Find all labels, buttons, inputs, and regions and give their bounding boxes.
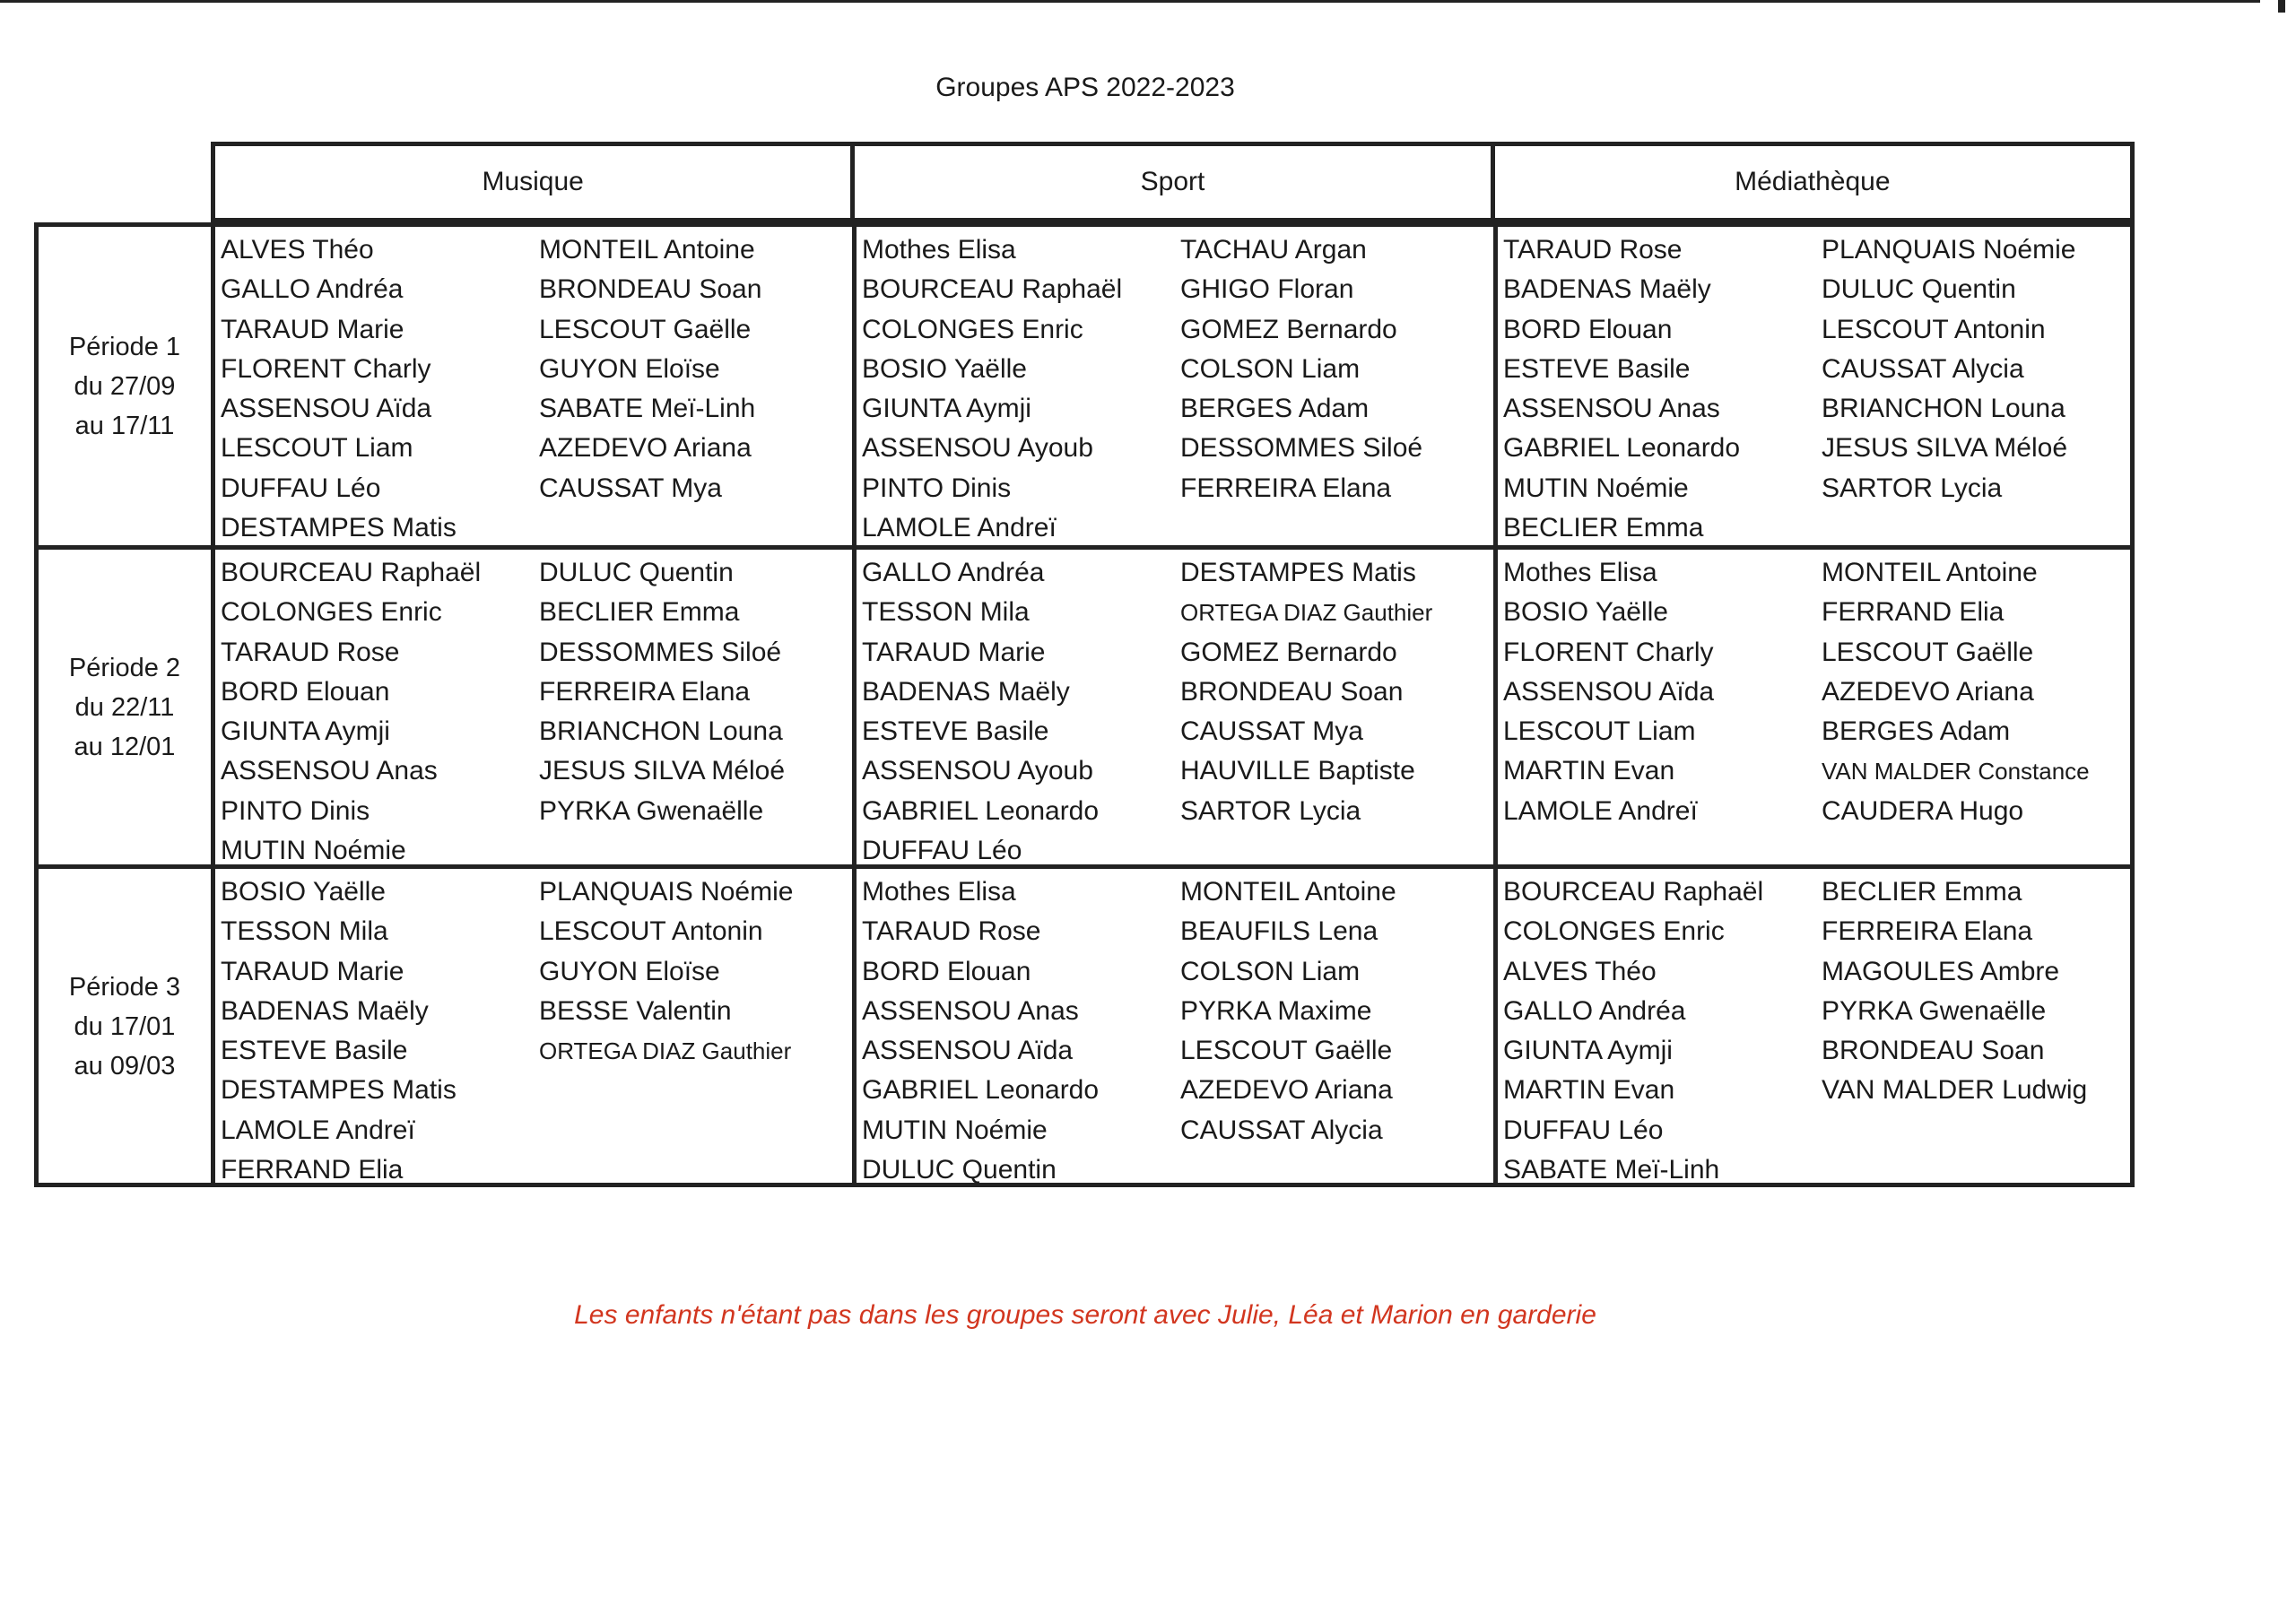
student-name: MARTIN Evan: [1503, 756, 1675, 786]
student-name: DUFFAU Léo: [862, 836, 1022, 866]
group-cell-sport: [857, 869, 1498, 1184]
header-sport: Sport: [850, 146, 1490, 218]
name-column: [1180, 553, 1499, 864]
student-name: MUTIN Noémie: [221, 836, 406, 866]
student-name: LESCOUT Antonin: [539, 916, 763, 947]
name-column: [1822, 230, 2140, 545]
student-name: TACHAU Argan: [1180, 235, 1367, 265]
student-name: DULUC Quentin: [1822, 274, 2016, 305]
student-name: BECLIER Emma: [1503, 513, 1704, 543]
name-column: [539, 230, 857, 545]
student-name: VAN MALDER Ludwig: [1822, 1075, 2088, 1106]
group-cell-sport: [857, 550, 1498, 864]
student-name: COLONGES Enric: [862, 314, 1083, 344]
student-name: LAMOLE Andreï: [221, 1115, 415, 1145]
student-name: LAMOLE Andreï: [862, 513, 1057, 543]
student-name: MAGOULES Ambre: [1822, 956, 2060, 986]
student-name: PINTO Dinis: [221, 795, 370, 826]
group-cell-mediatheque: [1498, 550, 2139, 864]
student-name: TESSON Mila: [862, 597, 1030, 628]
name-column: [221, 872, 539, 1184]
student-name: ESTEVE Basile: [1503, 353, 1691, 384]
student-name: SARTOR Lycia: [1180, 795, 1361, 826]
student-name: FERREIRA Elana: [1180, 473, 1392, 503]
student-name: ASSENSOU Aïda: [862, 1036, 1074, 1066]
student-name: MONTEIL Antoine: [1822, 558, 2038, 587]
period-label: [39, 869, 215, 1184]
student-name: BRONDEAU Soan: [1180, 676, 1404, 707]
name-column: [862, 230, 1180, 545]
student-name: BECLIER Emma: [1822, 877, 2022, 907]
student-name: LESCOUT Liam: [1503, 716, 1696, 747]
group-cell-musique: [215, 227, 857, 545]
period-label-line: Période 1: [68, 332, 181, 361]
student-name: COLONGES Enric: [221, 597, 442, 628]
student-name: FERRAND Elia: [221, 1155, 404, 1185]
student-name: BADENAS Maëly: [1503, 274, 1711, 305]
student-name: ESTEVE Basile: [862, 716, 1049, 747]
period-label: [39, 550, 215, 864]
student-name: BEAUFILS Lena: [1180, 916, 1378, 947]
group-cell-musique: [215, 550, 857, 864]
name-column: [221, 230, 539, 545]
student-name: GUYON Eloïse: [539, 956, 720, 986]
student-name: TESSON Mila: [221, 916, 388, 947]
student-name: DESSOMMES Siloé: [1180, 433, 1423, 464]
student-name: JESUS SILVA Méloé: [1822, 433, 2068, 464]
student-name: SABATE Meï-Linh: [539, 394, 756, 424]
student-name: CAUSSAT Mya: [539, 473, 722, 503]
student-name: LESCOUT Gaëlle: [1822, 637, 2034, 667]
student-name: BOSIO Yaëlle: [862, 353, 1027, 384]
name-column: [1503, 230, 1822, 545]
group-cell-musique: [215, 869, 857, 1184]
name-column: [1822, 553, 2140, 864]
student-name: Mothes Elisa: [862, 235, 1016, 265]
student-name: CAUSSAT Mya: [1180, 716, 1363, 747]
student-name: MUTIN Noémie: [862, 1115, 1048, 1145]
period-label-line: au 09/03: [74, 1051, 176, 1081]
student-name: ESTEVE Basile: [221, 1036, 408, 1066]
student-name: ALVES Théo: [221, 235, 374, 265]
student-name: MARTIN Evan: [1503, 1075, 1675, 1106]
student-name: TARAUD Rose: [862, 916, 1041, 947]
student-name: BORD Elouan: [221, 676, 390, 707]
name-column: [1180, 230, 1499, 545]
student-name: GALLO Andréa: [862, 558, 1045, 587]
student-name: BOSIO Yaëlle: [1503, 597, 1668, 628]
student-name: DESSOMMES Siloé: [539, 637, 782, 667]
student-name: MUTIN Noémie: [1503, 473, 1689, 503]
group-cell-mediatheque: [1498, 227, 2139, 545]
student-name: GABRIEL Leonardo: [862, 1075, 1100, 1106]
student-name: BOSIO Yaëlle: [221, 877, 386, 907]
footnote: Les enfants n'étant pas dans les groupes seront avec Julie, Léa et Marion en garderie: [574, 1300, 1596, 1330]
period-label-line: du 17/01: [74, 1011, 176, 1041]
student-name: BRIANCHON Louna: [539, 716, 783, 747]
period-label-line: du 22/11: [74, 692, 175, 722]
name-column: [1180, 872, 1499, 1184]
student-name: LESCOUT Gaëlle: [1180, 1036, 1393, 1066]
period-row-2: [39, 545, 2130, 864]
group-cell-sport: [857, 227, 1498, 545]
student-name: GOMEZ Bernardo: [1180, 314, 1397, 344]
student-name: BADENAS Maëly: [862, 676, 1070, 707]
name-column: [1822, 872, 2140, 1184]
header-musique: Musique: [482, 167, 584, 196]
student-name: DESTAMPES Matis: [1180, 558, 1416, 587]
group-cell-mediatheque: [1498, 869, 2139, 1184]
student-name: ASSENSOU Ayoub: [862, 433, 1093, 464]
activity-header-row: [211, 142, 2135, 222]
student-name: ASSENSOU Anas: [221, 756, 438, 786]
student-name: MONTEIL Antoine: [539, 235, 755, 265]
student-name: SABATE Meï-Linh: [1503, 1155, 1720, 1185]
student-name: DESTAMPES Matis: [221, 513, 457, 543]
name-column: [221, 553, 539, 864]
student-name: GABRIEL Leonardo: [862, 795, 1100, 826]
student-name: BADENAS Maëly: [221, 995, 429, 1026]
student-name: ASSENSOU Anas: [1503, 394, 1720, 424]
student-name: BORD Elouan: [1503, 314, 1673, 344]
student-name: FERRAND Elia: [1822, 597, 2005, 628]
student-name: TARAUD Marie: [221, 956, 404, 986]
name-column: [1503, 872, 1822, 1184]
student-name: BESSE Valentin: [539, 995, 732, 1026]
student-name: PLANQUAIS Noémie: [1822, 235, 2076, 265]
student-name: BOURCEAU Raphaël: [862, 274, 1123, 305]
document-title: Groupes APS 2022-2023: [935, 73, 1235, 102]
student-name: FLORENT Charly: [1503, 637, 1714, 667]
student-name: GUYON Eloïse: [539, 353, 720, 384]
student-name: BRONDEAU Soan: [1822, 1036, 2045, 1066]
student-name: ORTEGA DIAZ Gauthier: [539, 1037, 792, 1065]
student-name: GABRIEL Leonardo: [1503, 433, 1741, 464]
student-name: GIUNTA Aymji: [221, 716, 390, 747]
student-name: PLANQUAIS Noémie: [539, 877, 794, 907]
student-name: AZEDEVO Ariana: [1822, 676, 2034, 707]
student-name: AZEDEVO Ariana: [1180, 1075, 1393, 1106]
student-name: DULUC Quentin: [539, 558, 734, 587]
student-name: GIUNTA Aymji: [1503, 1036, 1673, 1066]
student-name: GOMEZ Bernardo: [1180, 637, 1397, 667]
student-name: BECLIER Emma: [539, 597, 740, 628]
student-name: CAUSSAT Alycia: [1180, 1115, 1383, 1145]
student-name: ASSENSOU Ayoub: [862, 756, 1093, 786]
period-label-line: du 27/09: [74, 371, 176, 401]
student-name: CAUDERA Hugo: [1822, 795, 2024, 826]
student-name: ASSENSOU Aïda: [1503, 676, 1715, 707]
student-name: PYRKA Gwenaëlle: [539, 795, 764, 826]
period-label-line: Période 2: [68, 653, 181, 682]
student-name: GALLO Andréa: [221, 274, 404, 305]
name-column: [539, 553, 857, 864]
student-name: CAUSSAT Alycia: [1822, 353, 2024, 384]
student-name: BRONDEAU Soan: [539, 274, 762, 305]
student-name: BORD Elouan: [862, 956, 1031, 986]
student-name: ASSENSOU Anas: [862, 995, 1079, 1026]
period-label-line: au 17/11: [74, 411, 175, 440]
student-name: GHIGO Floran: [1180, 274, 1354, 305]
student-name: PYRKA Maxime: [1180, 995, 1372, 1026]
name-column: [539, 872, 857, 1184]
period-label-line: Période 3: [68, 972, 181, 1002]
student-name: HAUVILLE Baptiste: [1180, 756, 1415, 786]
student-name: BERGES Adam: [1180, 394, 1370, 424]
student-name: GALLO Andréa: [1503, 995, 1686, 1026]
period-row-3: [39, 864, 2130, 1184]
period-label: [39, 227, 215, 545]
student-name: PINTO Dinis: [862, 473, 1012, 503]
student-name: ORTEGA DIAZ Gauthier: [1180, 599, 1433, 627]
student-name: VAN MALDER Constance: [1822, 758, 2090, 785]
student-name: AZEDEVO Ariana: [539, 433, 752, 464]
name-column: [862, 553, 1180, 864]
student-name: COLONGES Enric: [1503, 916, 1725, 947]
student-name: TARAUD Marie: [862, 637, 1046, 667]
student-name: BRIANCHON Louna: [1822, 394, 2066, 424]
period-label-line: au 12/01: [74, 732, 176, 761]
name-column: [1503, 553, 1822, 864]
student-name: DUFFAU Léo: [1503, 1115, 1664, 1145]
student-name: BOURCEAU Raphaël: [1503, 877, 1764, 907]
student-name: LESCOUT Antonin: [1822, 314, 2046, 344]
student-name: COLSON Liam: [1180, 353, 1361, 384]
student-name: FERREIRA Elana: [539, 676, 751, 707]
student-name: TARAUD Rose: [1503, 235, 1683, 265]
student-name: COLSON Liam: [1180, 956, 1361, 986]
header-mediatheque: Médiathèque: [1491, 146, 2130, 218]
student-name: BERGES Adam: [1822, 716, 2011, 747]
student-name: JESUS SILVA Méloé: [539, 756, 786, 786]
student-name: MONTEIL Antoine: [1180, 877, 1396, 907]
student-name: ALVES Théo: [1503, 956, 1657, 986]
student-name: DUFFAU Léo: [221, 473, 381, 503]
student-name: Mothes Elisa: [1503, 558, 1657, 587]
student-name: TARAUD Marie: [221, 314, 404, 344]
student-name: ASSENSOU Aïda: [221, 394, 432, 424]
student-name: FLORENT Charly: [221, 353, 431, 384]
scan-edge-mark: [2278, 0, 2285, 13]
student-name: LESCOUT Gaëlle: [539, 314, 752, 344]
period-row-1: [39, 227, 2130, 545]
schedule-table: [34, 222, 2135, 1187]
student-name: Mothes Elisa: [862, 877, 1016, 907]
top-border-line: [0, 0, 2260, 3]
student-name: SARTOR Lycia: [1822, 473, 2003, 503]
student-name: GIUNTA Aymji: [862, 394, 1031, 424]
student-name: LAMOLE Andreï: [1503, 795, 1698, 826]
student-name: FERREIRA Elana: [1822, 916, 2033, 947]
student-name: LESCOUT Liam: [221, 433, 413, 464]
student-name: PYRKA Gwenaëlle: [1822, 995, 2047, 1026]
student-name: DESTAMPES Matis: [221, 1075, 457, 1106]
name-column: [862, 872, 1180, 1184]
student-name: TARAUD Rose: [221, 637, 400, 667]
student-name: DULUC Quentin: [862, 1155, 1057, 1185]
student-name: BOURCEAU Raphaël: [221, 558, 482, 587]
